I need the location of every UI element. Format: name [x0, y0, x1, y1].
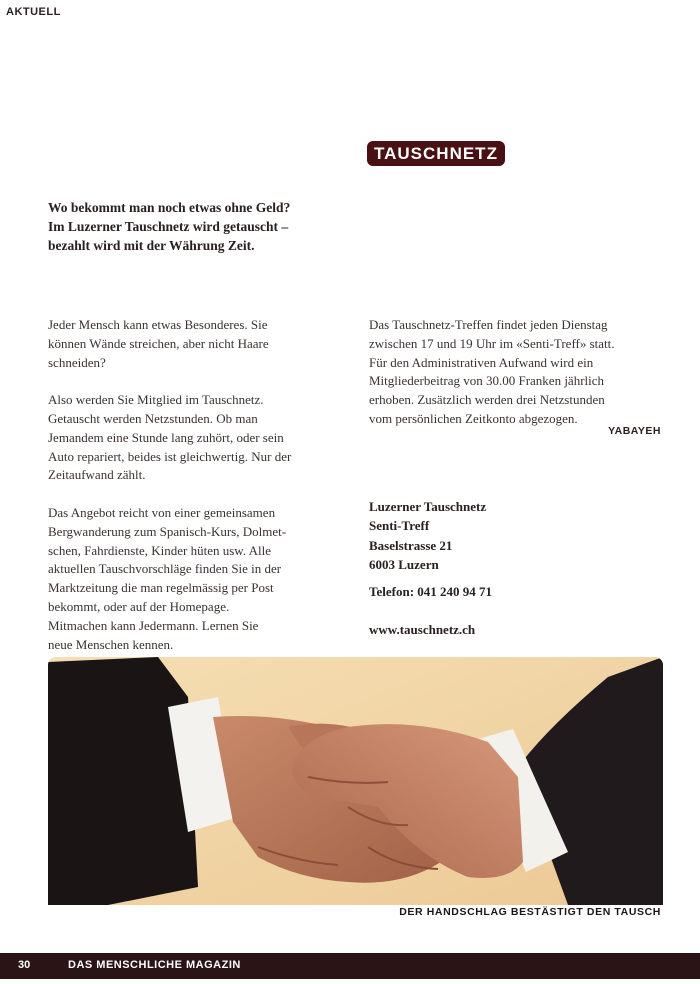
body-line: Zeitaufwand zählt.	[48, 467, 146, 483]
photo-caption: DER HANDSCHLAG BESTÄSTIGT DEN TAUSCH	[399, 906, 661, 918]
body-line: Bergwanderung zum Spanisch-Kurs, Dolmet-	[48, 523, 287, 539]
body-line: erhoben. Zusätzlich werden drei Netzstunden	[369, 392, 605, 408]
address-line: Senti-Treff	[369, 518, 430, 534]
body-line: Jeder Mensch kann etwas Besonderes. Sie	[48, 317, 268, 332]
body-line: zwischen 17 und 19 Uhr im «Senti-Treff» statt.	[369, 335, 615, 351]
body-line: Getauscht werden Netzstunden. Ob man	[48, 410, 258, 426]
body-line: Mitgliederbeitrag von 30.00 Franken jährlich	[369, 373, 605, 389]
page-number: 30	[18, 959, 31, 971]
body-line: neue Menschen kennen.	[48, 636, 174, 652]
section-tag: AKTUELL	[6, 6, 61, 18]
left-column	[48, 316, 348, 673]
lead-line: bezahlt wird mit der Währung Zeit.	[48, 238, 255, 253]
body-line: aktuellen Tauschvorschläge finden Sie in der	[48, 561, 282, 577]
body-line: Für den Administrativen Aufwand wird ein	[369, 354, 594, 370]
body-line: Mitmachen kann Jedermann. Lernen Sie	[48, 617, 259, 633]
author-byline: YABAYEH	[608, 425, 661, 437]
body-line: schen, Fahrdienste, Kinder hüten usw. Alle	[48, 542, 271, 558]
body-line: vom persönlichen Zeitkonto abgezogen.	[369, 410, 578, 426]
contact-address	[369, 497, 486, 574]
handshake-photo	[48, 657, 663, 905]
body-line: Marktzeitung die man regelmässig per Post	[48, 580, 274, 596]
body-line: Das Tauschnetz-Treffen findet jeden Dienstag	[369, 317, 608, 332]
body-line: Jemandem eine Stunde lang zuhört, oder sein	[48, 429, 284, 445]
headline-badge: TAUSCHNETZ	[367, 141, 505, 166]
body-paragraph	[48, 504, 348, 654]
address-line: 6003 Luzern	[369, 556, 439, 572]
body-paragraph	[369, 316, 665, 429]
body-line: schneiden?	[48, 354, 106, 370]
body-line: Das Angebot reicht von einer gemeinsamen	[48, 504, 276, 520]
body-paragraph	[48, 316, 348, 372]
body-line: Auto repariert, beides ist gleichwertig. Nur der	[48, 448, 292, 464]
website-link[interactable]: www.tauschnetz.ch	[369, 622, 476, 637]
lead-line: Wo bekommt man noch etwas ohne Geld?	[48, 200, 291, 215]
body-paragraph	[48, 391, 348, 485]
body-line: Also werden Sie Mitglied im Tauschnetz.	[48, 392, 264, 408]
lead-line: Im Luzerner Tauschnetz wird getauscht –	[48, 219, 289, 234]
lead-paragraph	[48, 198, 348, 255]
address-line: Baselstrasse 21	[369, 537, 453, 553]
handshake-illustration	[48, 657, 663, 905]
body-line: bekommt, oder auf der Homepage.	[48, 598, 230, 614]
magazine-name: DAS MENSCHLICHE MAGAZIN	[68, 959, 241, 971]
contact-phone: Telefon: 041 240 94 71	[369, 584, 493, 599]
address-line: Luzerner Tauschnetz	[369, 499, 487, 514]
body-line: können Wände streichen, aber nicht Haare	[48, 335, 269, 351]
